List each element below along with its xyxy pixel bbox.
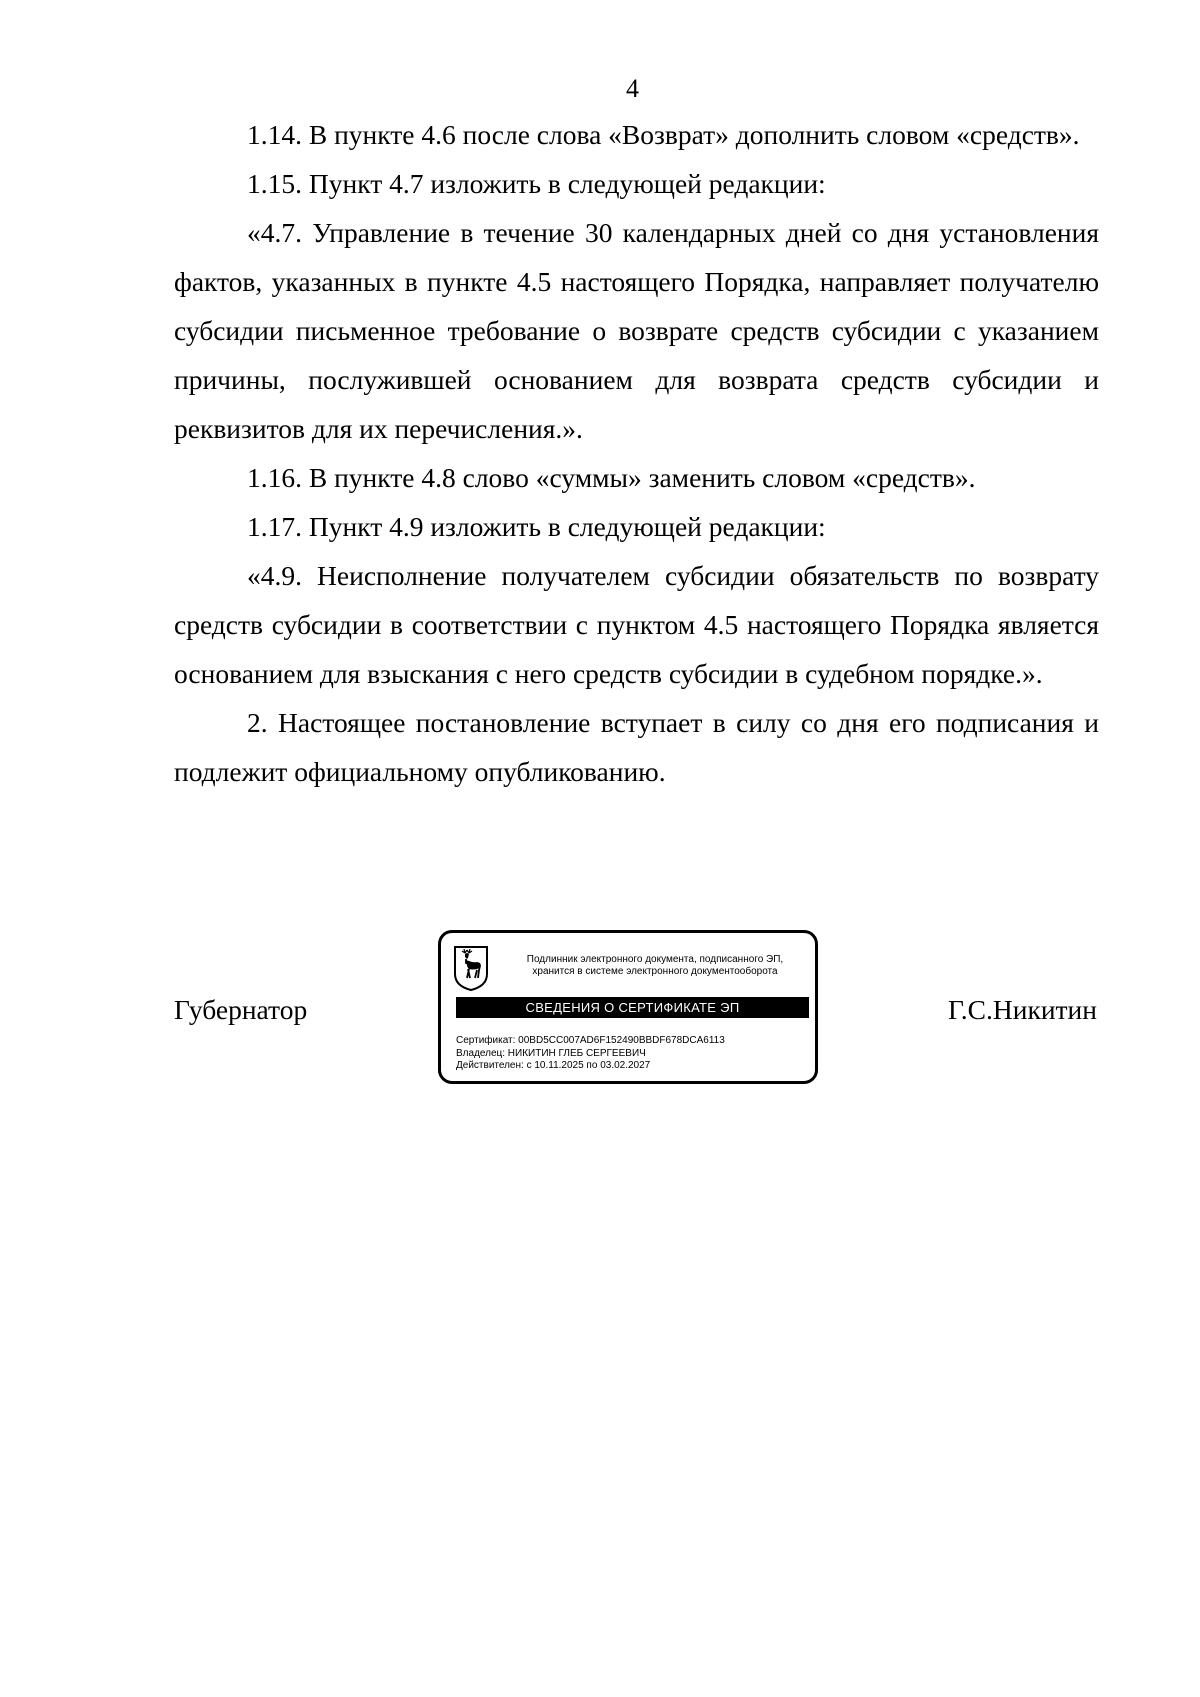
document-body xyxy=(174,110,1099,796)
certificate-number: Сертификат: 00BD5CC007AD6F152490BBDF678DCA6113 xyxy=(456,1035,725,1046)
paragraph-2: 2. Настоящее постановление вступает в силу со дня его подписания и подлежит официальному опубликованию. xyxy=(174,707,1099,787)
signature-block xyxy=(0,930,1200,1100)
paragraph-4-9-text: «4.9. Неисполнение получателем субсидии обязательств по возврату средств субсидии в соответствии с пунктом 4.5 настоящего Порядка является основанием для взыскания с него средств субсидии в судебном порядке.». xyxy=(174,560,1099,689)
paragraph-4-7-text: «4.7. Управление в течение 30 календарных дней со дня установления фактов, указанных в пункте 4.5 настоящего Порядка, направляет получателю субсидии письменное требование о возврате средств субсидии с указанием причины, послужившей основанием для возврата средств субсидии и реквизитов для их перечисления.». xyxy=(174,217,1099,444)
signatory-position: Губернатор xyxy=(174,994,308,1025)
certificate-validity: Действителен: с 10.11.2025 по 03.02.2027 xyxy=(456,1060,651,1071)
page-number: 4 xyxy=(626,74,639,103)
certificate-details xyxy=(456,1035,725,1073)
paragraph-1-16: 1.16. В пункте 4.8 слово «суммы» заменить словом «средств». xyxy=(247,462,976,493)
paragraph-1-14: 1.14. В пункте 4.6 после слова «Возврат» дополнить словом «средств». xyxy=(247,119,1080,150)
stamp-note xyxy=(499,954,811,978)
electronic-signature-stamp xyxy=(438,930,818,1084)
certificate-owner: Владелец: НИКИТИН ГЛЕБ СЕРГЕЕВИЧ xyxy=(456,1047,646,1059)
signatory-name: Г.С.Никитин xyxy=(948,994,1097,1025)
stamp-note-line-1: Подлинник электронного документа, подписанного ЭП, xyxy=(526,954,784,965)
deer-coat-of-arms-icon xyxy=(452,944,490,992)
paragraph-1-15: 1.15. Пункт 4.7 изложить в следующей редакции: xyxy=(247,168,826,199)
stamp-header: СВЕДЕНИЯ О СЕРТИФИКАТЕ ЭП xyxy=(456,997,809,1018)
stamp-note-line-2: хранится в системе электронного документооборота xyxy=(532,966,778,977)
paragraph-1-17: 1.17. Пункт 4.9 изложить в следующей редакции: xyxy=(247,511,826,542)
